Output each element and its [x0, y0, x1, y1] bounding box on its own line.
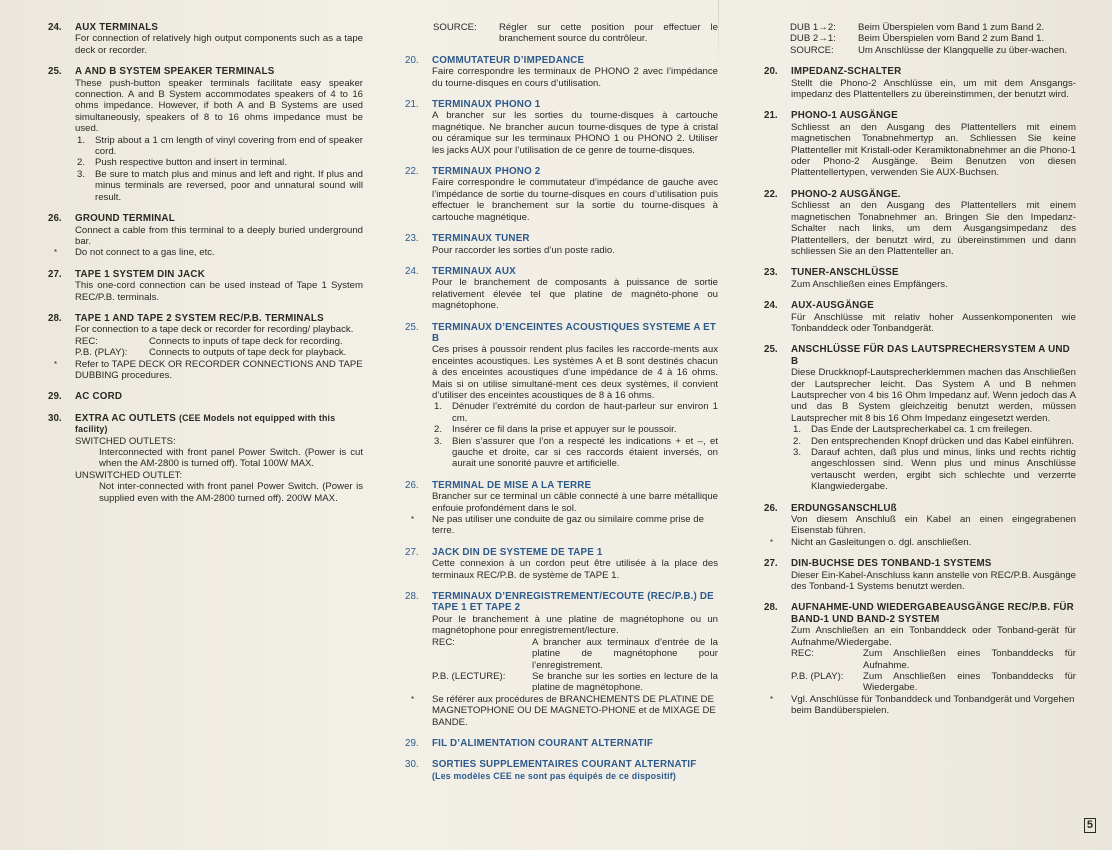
section-number: 25. — [405, 321, 419, 333]
de-source-row: SOURCE: Um Anschlüsse der Klangquelle zu über-wachen. — [790, 44, 1068, 56]
en-section-26 — [48, 213, 363, 259]
english-column — [48, 22, 363, 514]
section-body: Connect a cable from this terminal to a deeply buried underground bar. — [75, 224, 363, 247]
de-section-24 — [764, 300, 1076, 334]
section-title: A AND B SYSTEM SPEAKER TERMINALS — [75, 66, 275, 78]
section-number: 27. — [48, 268, 62, 280]
de-section-22 — [764, 189, 1076, 257]
list-item: 2. Push respective button and insert in terminal. — [77, 157, 287, 169]
section-body: For connection of relatively high output components such as a tape deck or recorder. — [75, 33, 363, 56]
section-number: 22. — [764, 188, 778, 200]
switched-outlets-label: SWITCHED OUTLETS: — [75, 435, 176, 447]
pb-row: P.B. (PLAY): Connects to outputs of tape deck for playback. — [75, 347, 347, 359]
section-number: 25. — [764, 344, 778, 356]
note: * Nicht an Gasleitungen o. dgl. anschließen. — [770, 536, 972, 548]
en-section-25 — [48, 66, 363, 203]
section-title: JACK DIN DE SYSTEME DE TAPE 1 — [432, 546, 603, 558]
de-section-26 — [764, 503, 1076, 549]
de-section-25 — [764, 344, 1076, 492]
list-item: 2. Den entsprechenden Knopf drücken und das Kabel einführen. — [793, 435, 1074, 447]
note: * Vgl. Anschlüsse für Tonbanddeck und Tonbandgerät und Vorgehen beim Bandüberspielen. — [770, 693, 1075, 717]
steps-list — [791, 424, 1076, 492]
section-title: TAPE 1 AND TAPE 2 SYSTEM REC/P.B. TERMINALS — [75, 312, 324, 324]
section-number: 28. — [48, 312, 62, 324]
rec-row: REC: Zum Anschließen eines Tonbanddecks für Aufnahme. — [791, 648, 1076, 671]
fr-section-29 — [405, 738, 718, 749]
de-section-27 — [764, 558, 1076, 592]
list-item: 1. Dénuder l’extrémité du cordon de haut-parleur sur environ 1 cm. — [434, 401, 718, 424]
section-title: TAPE 1 SYSTEM DIN JACK — [75, 268, 205, 280]
section-number: 21. — [405, 99, 419, 111]
section-body: Faire correspondre les terminaux de PHONO 2 avec l’impédance du tourne-disques en cours d’utilisation. — [432, 66, 718, 89]
section-title: DIN-BUCHSE DES TONBAND-1 SYSTEMS — [791, 558, 992, 570]
en-section-28 — [48, 313, 363, 381]
section-title: PHONO-1 AUSGÄNGE — [791, 110, 898, 122]
fr-section-24 — [405, 266, 718, 312]
section-body: Zum Anschließen eines Empfängers. — [791, 278, 948, 290]
section-body: Für Anschlüsse mit relativ hoher Aussenkomponenten wie Tonbanddeck oder Tonbandgerät. — [791, 311, 1076, 334]
section-title: TERMINAUX D’ENREGISTREMENT/ECOUTE (REC/P.B.) DE TAPE 1 ET TAPE 2 — [432, 591, 714, 614]
section-title: ERDUNGSANSCHLUß — [791, 502, 897, 514]
section-number: 20. — [405, 54, 419, 66]
de-dub21-row: DUB 2→1: Beim Überspielen vom Band 2 zum Band 1. — [790, 33, 1045, 45]
page-fold-mark — [718, 0, 719, 70]
section-title: FIL D’ALIMENTATION COURANT ALTERNATIF — [432, 737, 654, 749]
page-number: 5 — [1084, 818, 1096, 833]
section-number: 24. — [405, 265, 419, 277]
section-body: These push-button speaker terminals facilitate easy speaker connection. A and B System accommodates speakers of 4 to 16 ohms impedance. However, if both A and B Systems are used simultaneously, speakers of 8 to 16 ohms impedance must be used. — [75, 77, 363, 135]
fr-section-25 — [405, 322, 718, 470]
section-title: TUNER-ANSCHLÜSSE — [791, 267, 899, 279]
section-number: 26. — [48, 213, 62, 225]
section-number: 26. — [405, 479, 419, 491]
section-number: 27. — [764, 558, 778, 570]
switched-outlets-text: Interconnected with front panel Power Switch. (Power is cut when the AM-2800 is turned off). Total 100W MAX. — [99, 447, 363, 470]
section-title: EXTRA AC OUTLETS (CEE Models not equipped with this facility) — [75, 412, 336, 435]
unswitched-outlet-text: Not inter-connected with front panel Power Switch. (Power is supplied even with the AM-2800 turned off). 200W MAX. — [99, 481, 363, 504]
section-title: IMPEDANZ-SCHALTER — [791, 66, 902, 78]
de-section-28 — [764, 602, 1076, 716]
section-number: 23. — [764, 267, 778, 279]
section-title: TERMINAUX PHONO 2 — [432, 166, 541, 178]
section-number: 29. — [405, 737, 419, 749]
section-body: Pour le branchement à une platine de magnétophone ou un magnétophone pour enregistrement/lecture. — [432, 613, 718, 637]
section-number: 27. — [405, 546, 419, 558]
rec-row: REC: A brancher aux terminaux d’entrée de la platine de magnétophone pour l’enregistrement. — [432, 636, 718, 671]
section-title: PHONO-2 AUSGÄNGE. — [791, 188, 901, 200]
steps-list — [75, 135, 363, 203]
note: * Refer to TAPE DECK OR RECORDER CONNECTIONS AND TAPE DUBBING procedures. — [54, 358, 363, 381]
list-item: 3. Bien s’assurer que l’on a respecté les indications + et –, et gauche et droite, car si ces raccords étaient inversés, on aurait une sonorité pauvre et artificielle. — [434, 435, 718, 470]
section-number: 21. — [764, 110, 778, 122]
fr-source-row: SOURCE: Régler sur cette position pour effectuer le branchement source du contrôleur. — [433, 22, 718, 45]
section-body: Brancher sur ce terminal un câble connecté à une barre métallique enfouie profondément dans le sol. — [432, 491, 718, 514]
fr-section-28 — [405, 591, 718, 728]
section-body: Schliesst an den Ausgang des Plattentellers mit einem magnetischen Tonabnehmertyp an. Schliessen Sie keine Plattenteller mit Kristall-oder Keramiktonabnehmer an die Phono-1 oder Phono-2 Ausgänge. Beim Benutzen von diesen Plattentellertypen, verwenden Sie AUX-Buchsen. — [791, 121, 1076, 179]
pb-row: P.B. (PLAY): Zum Anschließen eines Tonbanddecks für Wiedergabe. — [791, 670, 1076, 694]
section-title: AC CORD — [75, 391, 123, 403]
section-number: 20. — [764, 66, 778, 78]
section-number: 22. — [405, 166, 419, 178]
fr-section-23 — [405, 233, 718, 256]
section-body: Von diesem Anschluß ein Kabel an einen eingegrabenen Eisenstab führen. — [791, 514, 1076, 537]
en-section-29 — [48, 391, 363, 402]
section-number: 30. — [48, 412, 62, 424]
fr-section-30 — [405, 759, 718, 782]
section-title: TERMINAUX TUNER — [432, 233, 530, 245]
unswitched-outlet-label: UNSWITCHED OUTLET: — [75, 469, 183, 481]
list-item: 1. Das Ende der Lautsprecherkabel ca. 1 cm freilegen. — [793, 424, 1033, 436]
de-dub12-row: DUB 1→2: Beim Überspielen vom Band 1 zum Band 2. — [790, 22, 1045, 33]
en-section-30 — [48, 413, 363, 504]
section-title: SORTIES SUPPLEMENTAIRES COURANT ALTERNATIF (Les modèles CEE ne sont pas équipés de ce dispositif) — [432, 759, 697, 781]
section-title: TERMINAUX PHONO 1 — [432, 99, 541, 111]
section-body: For connection to a tape deck or recorder for recording/ playback. — [75, 324, 354, 336]
section-title: TERMINAUX D’ENCEINTES ACOUSTIQUES SYSTEME A ET B — [432, 321, 717, 344]
section-body: Dieser Ein-Kabel-Anschluss kann anstelle von REC/P.B. Ausgänge des Tonband-1 Systems benutzt werden. — [791, 569, 1076, 593]
list-item: 3. Be sure to match plus and minus and left and right. If plus and minus terminals are reversed, poor and unnatural sound will result. — [77, 168, 363, 203]
section-title: AUX TERMINALS — [75, 22, 159, 33]
pb-row: P.B. (LECTURE): Se branche sur les sorties en lecture de la platine de magnétophone. — [432, 670, 718, 694]
fr-section-21 — [405, 99, 718, 156]
french-column — [405, 22, 718, 792]
section-number: 25. — [48, 66, 62, 78]
section-body: Zum Anschließen an ein Tonbanddeck oder Tonband-gerät für Aufnahme/Wiedergabe. — [791, 625, 1076, 648]
section-body: This one-cord connection can be used instead of Tape 1 System REC/P.B. terminals. — [75, 280, 363, 303]
fr-section-27 — [405, 547, 718, 581]
fr-section-22 — [405, 166, 718, 223]
section-body: Cette connexion à un cordon peut être utilisée à la place des terminaux REC/P.B. de système de TAPE 1. — [432, 558, 718, 581]
steps-list — [432, 401, 718, 469]
section-title: AUFNAHME-UND WIEDERGABEAUSGÄNGE REC/P.B. FÜR BAND-1 UND BAND-2 SYSTEM — [791, 602, 1074, 625]
section-number: 28. — [405, 591, 419, 603]
en-section-24 — [48, 22, 363, 56]
section-number: 26. — [764, 502, 778, 514]
list-item: 1. Strip about a 1 cm length of vinyl covering from end of speaker cord. — [77, 134, 363, 158]
section-title: AUX-AUSGÄNGE — [791, 300, 874, 312]
fr-section-20 — [405, 55, 718, 89]
section-title: COMMUTATEUR D’IMPEDANCE — [432, 54, 585, 66]
section-body: Ces prises à poussoir rendent plus faciles les raccorde-ments aux enceintes acoustiques. Les systèmes A et B sont destinés chacun à des enceintes acoustiques d’une impédance de 4 à 16 ohms. Mais si on utilise simultané-ment ces deux systèmes, il convient d’utiliser des enceintes acoustiques de 8 à 16 ohms. — [432, 344, 718, 401]
section-number: 24. — [48, 22, 62, 33]
note: * Do not connect to a gas line, etc. — [54, 247, 215, 259]
list-item: 3. Darauf achten, daß plus und minus, links und rechts richtig angeschlossen sind. Wenn plus und minus Anschlüsse vertauscht werden, ergibt sich schlechte und verzerrte Klangwiedergabe. — [793, 447, 1076, 493]
note: * Ne pas utiliser une conduite de gaz ou similaire comme prise de terre. — [411, 514, 704, 537]
fr-section-26 — [405, 480, 718, 537]
section-body: Pour raccorder les sorties d’un poste radio. — [432, 244, 615, 256]
section-title: TERMINAUX AUX — [432, 265, 516, 277]
section-number: 29. — [48, 391, 62, 403]
list-item: 2. Insérer ce fil dans la prise et appuyer sur le poussoir. — [434, 424, 677, 436]
section-body: Faire correspondre le commutateur d’impédance de gauche avec l’impédance de sortie du tourne-disques en cours d’utilisation puis effectuer le branchement sur la sortie du tourne-disques à cartouche magnétique. — [432, 177, 718, 223]
section-number: 28. — [764, 602, 778, 614]
de-section-21 — [764, 110, 1076, 178]
section-body: Schliesst an den Ausgang des Plattentellers mit einem magnetischen Tonabnehmer an. Bringen Sie den Impedanz-Schalter nach links, um dem Ausgangsimpedanz des Plattentellers, der benutzt wird, zu übereinstimmen und dann schliessen Sie an den Plattenteller an. — [791, 200, 1076, 257]
de-section-23 — [764, 267, 1076, 290]
german-column — [764, 22, 1076, 727]
section-title: GROUND TERMINAL — [75, 213, 175, 225]
section-title: TERMINAL DE MISE A LA TERRE — [432, 479, 592, 491]
section-body: Diese Druckknopf-Lautsprecherklemmen machen das Anschließen der Lautsprecher leicht. Das System A und B nehmen Lautsprecher von 4 bis 16 Ohm Impedanz auf. Wenn jedoch das A und das B System gleichzeitig benutzt werden, müssen Lautsprecher mit 8 bis 16 Ohm Impedanz eingesetzt werden. — [791, 367, 1076, 424]
section-number: 24. — [764, 300, 778, 312]
rec-row: REC: Connects to inputs of tape deck for recording. — [75, 335, 343, 347]
section-body: A brancher sur les sorties du tourne-disques à cartouche magnétique. Ne brancher aucun tourne-disques de type à cristal ou céramique sur les terminaux PHONO 1 ou PHONO 2. Utiliser les jacks AUX pour l’utilisation de ce genre de tourne-disques. — [432, 110, 718, 156]
de-section-20 — [764, 66, 1076, 100]
section-title: ANSCHLÜSSE FÜR DAS LAUTSPRECHERSYSTEM A UND B — [791, 344, 1070, 367]
section-body: Stellt die Phono-2 Anschlüsse ein, um mit dem Ansgangs-impedanz des Plattentellers zu übereinstimmen, der benutzt wird. — [791, 77, 1076, 101]
section-body: Pour le branchement de composants à puissance de sortie relativement élevée tel que platine de magnéto-phone ou magnétophone. — [432, 277, 718, 312]
en-section-27 — [48, 269, 363, 303]
section-number: 23. — [405, 233, 419, 245]
section-number: 30. — [405, 759, 419, 771]
note: * Se référer aux procédures de BRANCHEMENTS DE PLATINE DE MAGNETOPHONE OU DE MAGNETO-PHONE et de MIXAGE DE BANDE. — [411, 693, 716, 728]
